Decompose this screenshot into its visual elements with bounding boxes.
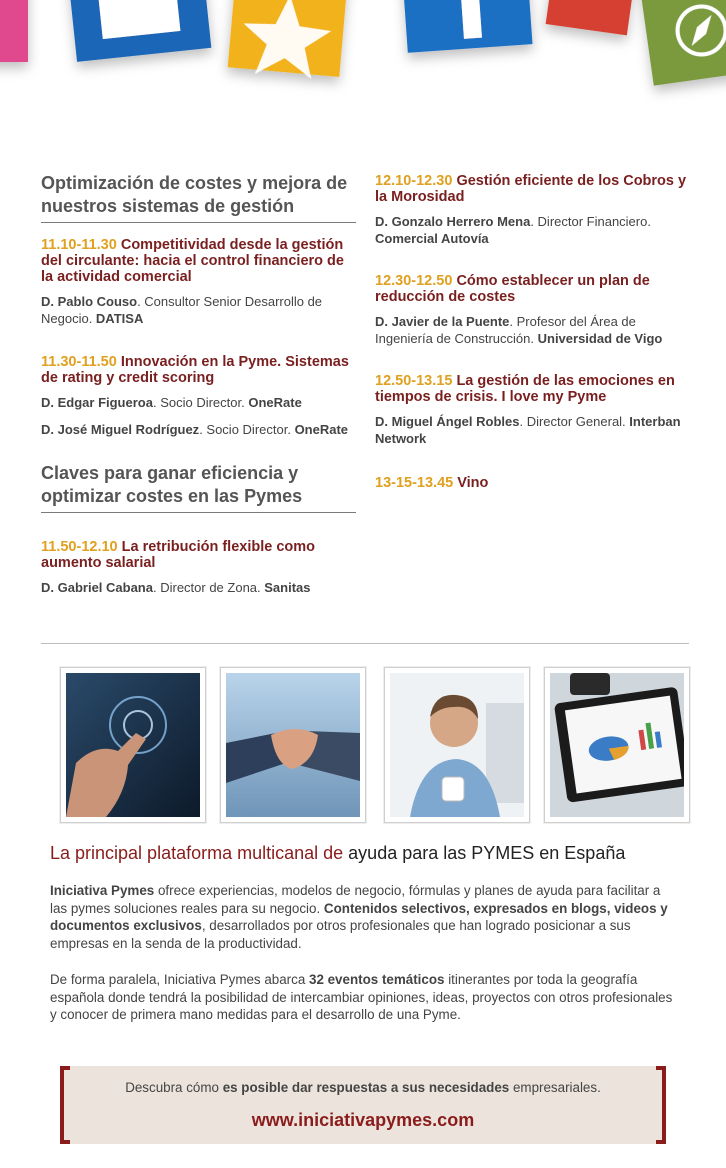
session-heading: [41, 539, 356, 571]
session-item: [41, 354, 356, 438]
session-item: [41, 237, 356, 327]
intro-paragraph: [50, 882, 680, 952]
speaker-name: D. José Miguel Rodríguez: [41, 421, 200, 437]
headline-red: La principal plataforma multicanal de: [50, 843, 344, 863]
speaker-line: [41, 580, 356, 597]
speaker-org: DATISA: [95, 310, 144, 326]
speaker-org: Comercial Autovía: [375, 230, 489, 246]
cta-text-part: Descubra cómo: [125, 1080, 223, 1095]
cta-text-part: empresariales.: [509, 1080, 601, 1095]
section-divider: [41, 643, 689, 644]
highlight-text: Contenidos selectivos, expresados en blogs, videos y documentos exclusivos: [50, 900, 668, 933]
events-paragraph: [50, 971, 680, 1024]
banner-graphic: [0, 0, 726, 125]
star-icon: [227, 0, 349, 81]
speaker-org: OneRate: [248, 395, 302, 410]
left-bracket: [60, 1066, 70, 1144]
info-icon: [402, 0, 533, 53]
session-item: [375, 475, 695, 491]
cta-highlight: es posible dar respuestas a sus necesidades: [222, 1080, 510, 1095]
session-item: [375, 373, 695, 447]
tablet-chart-photo: [544, 667, 690, 823]
session-title: Cómo establecer un plan de reducción de costes: [375, 273, 650, 305]
session-heading: [375, 173, 695, 205]
speaker-name: D. Javier de la Puente: [375, 314, 510, 329]
para-text: , desarrollados por otros profesionales que han logrado posicionar a sus empresas en la senda de la productividad.: [50, 918, 631, 951]
businessman-photo: [384, 667, 530, 823]
pink-tile: [0, 0, 28, 62]
speaker-line: [375, 414, 695, 447]
touchscreen-photo: [60, 667, 206, 823]
speaker-role: . Director Financiero.: [530, 214, 651, 229]
speaker-line: [41, 294, 356, 327]
speaker-role: . Socio Director.: [152, 395, 249, 410]
cta-box: [60, 1066, 666, 1144]
speaker-role: . Director de Zona.: [152, 580, 265, 595]
cta-text: [60, 1080, 666, 1095]
handshake-photo: [220, 667, 366, 823]
session-title: La gestión de las emociones en tiempos de crisis. I love my Pyme: [375, 373, 675, 405]
right-column: [375, 170, 695, 491]
speaker-org: Sanitas: [264, 580, 311, 595]
session-time: 13-15-13.45: [375, 475, 454, 491]
session-time: 11.10-11.30: [41, 237, 117, 253]
speaker-name: D. Gabriel Cabana: [41, 580, 153, 595]
speaker-role: . Director General.: [519, 414, 630, 429]
para-text: itinerantes por toda la geografía española donde tendrá la posibilidad de intercambiar opiniones, ideas, proyectos con otros profesionales y conocer de primera mano medidas para el desarrollo de una Pyme.: [50, 972, 673, 1022]
compass-icon: [638, 0, 726, 86]
section-title-optimizacion: Optimización de costes y mejora de nuestros sistemas de gestión: [41, 172, 356, 223]
left-column: [41, 172, 356, 597]
brand-name: Iniciativa Pymes: [50, 883, 155, 898]
session-heading: [41, 354, 356, 386]
session-heading: [375, 475, 695, 491]
speaker-line: [41, 395, 356, 412]
speaker-line: [41, 422, 356, 439]
session-heading: [41, 237, 356, 285]
session-time: 12.30-12.50: [375, 273, 453, 289]
session-heading: [375, 273, 695, 305]
top-banner: [0, 0, 726, 125]
platform-headline: [50, 842, 625, 864]
speaker-name: D. Gonzalo Herrero Mena: [375, 214, 531, 229]
speaker-org: OneRate: [294, 421, 349, 437]
speaker-org: Universidad de Vigo: [537, 330, 663, 346]
session-item: [375, 273, 695, 347]
speaker-role: . Socio Director.: [199, 421, 295, 437]
para-text: ofrece experiencias, modelos de negocio, fórmulas y planes de ayuda para facilitar a las pymes soluciones reales para su negocio.: [50, 883, 661, 916]
speaker-line: [375, 214, 695, 247]
section-title-claves: Claves para ganar eficiencia y optimizar costes en las Pymes: [41, 462, 356, 513]
right-bracket: [656, 1066, 666, 1144]
puzzle-icon: [67, 0, 211, 62]
session-title: Gestión eficiente de los Cobros y la Morosidad: [375, 173, 687, 205]
red-tile: [546, 0, 637, 35]
session-title: Innovación en la Pyme. Sistemas de rating y credit scoring: [41, 354, 349, 386]
speaker-name: D. Miguel Ángel Robles: [375, 414, 520, 429]
session-time: 11.50-12.10: [41, 539, 118, 555]
session-item: [41, 539, 356, 597]
highlight-text: 32 eventos temáticos: [309, 972, 445, 987]
session-item: [375, 173, 695, 247]
headline-dark: ayuda para las PYMES en España: [343, 843, 626, 863]
speaker-role: . Profesor del Área de Ingeniería de Construcción.: [375, 314, 636, 346]
para-text: De forma paralela, Iniciativa Pymes abarca: [50, 972, 309, 987]
session-title: Competitividad desde la gestión del circulante: hacia el control financiero de la actividad comercial: [41, 237, 344, 285]
speaker-role: . Consultor Senior Desarrollo de Negocio.: [41, 294, 323, 326]
session-title: Vino: [457, 475, 489, 491]
session-heading: [375, 373, 695, 405]
speaker-line: [375, 314, 695, 347]
session-time: 12.50-13.15: [375, 373, 453, 389]
speaker-org: Interban Network: [375, 414, 681, 446]
session-time: 11.30-11.50: [41, 354, 117, 370]
speaker-name: D. Pablo Couso: [41, 294, 138, 309]
session-time: 12.10-12.30: [375, 173, 453, 189]
website-link[interactable]: www.iniciativapymes.com: [251, 1110, 475, 1130]
speaker-name: D. Edgar Figueroa: [41, 395, 153, 410]
session-title: La retribución flexible como aumento salarial: [41, 539, 316, 571]
